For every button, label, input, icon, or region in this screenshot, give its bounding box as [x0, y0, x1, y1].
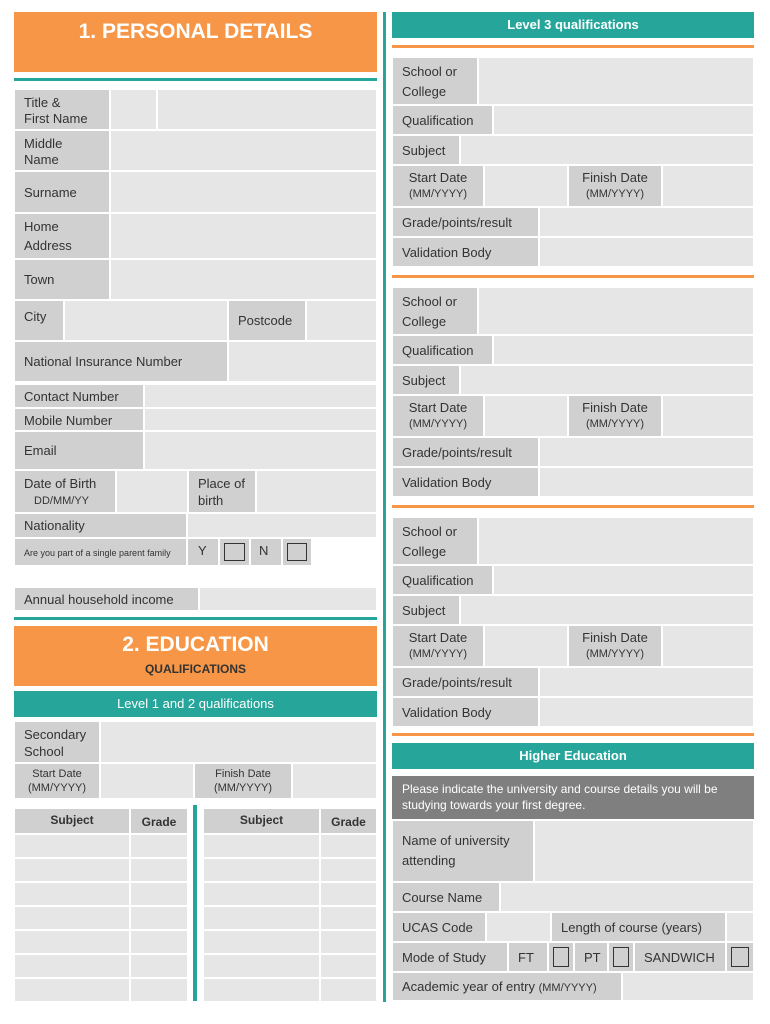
grade-cell[interactable] — [320, 930, 377, 954]
validation-body-label: Validation Body — [392, 697, 539, 727]
grade-cell[interactable] — [130, 954, 188, 978]
subject-field[interactable] — [460, 135, 754, 165]
grade-cell[interactable] — [130, 882, 188, 906]
subject-header-1: Subject — [14, 808, 130, 834]
grade-points-label: Grade/points/result — [392, 667, 539, 697]
education-title: 2. EDUCATION — [122, 633, 269, 656]
qualification-field[interactable] — [493, 105, 754, 135]
grade-cell[interactable] — [320, 882, 377, 906]
divider — [392, 45, 754, 48]
grade-cell[interactable] — [320, 978, 377, 1002]
grade-cell[interactable] — [320, 834, 377, 858]
school-college-field[interactable] — [478, 517, 754, 565]
place-of-birth-field[interactable] — [256, 470, 377, 513]
divider — [392, 733, 754, 736]
grade-points-label: Grade/points/result — [392, 207, 539, 237]
income-label: Annual household income — [14, 587, 199, 611]
education-header — [14, 626, 377, 686]
course-name-field[interactable] — [500, 882, 754, 912]
secondary-school-label: Secondary School — [14, 721, 100, 763]
contact-number-field[interactable] — [144, 384, 377, 408]
level3-header: Level 3 qualifications — [392, 12, 754, 38]
column-divider — [383, 12, 386, 1002]
ni-number-label: National Insurance Number — [14, 341, 228, 382]
subject-cell[interactable] — [14, 978, 130, 1002]
validation-body-field[interactable] — [539, 697, 754, 727]
qualification-field[interactable] — [493, 335, 754, 365]
course-length-label: Length of course (years) — [551, 912, 726, 942]
start-date-field[interactable] — [484, 395, 568, 437]
subject-cell[interactable] — [14, 954, 130, 978]
higher-education-header: Higher Education — [392, 743, 754, 769]
start-date-field[interactable] — [484, 625, 568, 667]
subject-field[interactable] — [460, 595, 754, 625]
finish-date-label: Finish Date (MM/YYYY) — [568, 165, 662, 207]
first-name-field[interactable] — [157, 89, 377, 130]
mode-of-study-label: Mode of Study — [392, 942, 508, 972]
postcode-label: Postcode — [228, 300, 306, 341]
ucas-code-field[interactable] — [486, 912, 551, 942]
university-field[interactable] — [534, 820, 754, 882]
single-parent-yes-checkbox[interactable] — [219, 538, 250, 566]
higher-education-note: Please indicate the university and course details you will be studying towards your first degree. — [392, 776, 754, 819]
ni-number-field[interactable] — [228, 341, 377, 382]
pt-label: PT — [574, 942, 608, 972]
course-length-field[interactable] — [726, 912, 754, 942]
validation-body-field[interactable] — [539, 237, 754, 267]
sandwich-checkbox[interactable] — [726, 942, 754, 972]
middle-name-field[interactable] — [110, 130, 377, 171]
subject-label: Subject — [392, 595, 460, 625]
school-college-field[interactable] — [478, 287, 754, 335]
middle-name-label: Middle Name — [14, 130, 110, 171]
contact-number-label: Contact Number — [14, 384, 144, 408]
subject-cell[interactable] — [203, 906, 320, 930]
divider — [14, 617, 377, 620]
pt-checkbox[interactable] — [608, 942, 634, 972]
year-of-entry-field[interactable] — [622, 972, 754, 1001]
finish-date-field[interactable] — [662, 625, 754, 667]
validation-body-field[interactable] — [539, 467, 754, 497]
divider — [14, 78, 377, 81]
finish-date-label: Finish Date (MM/YYYY) — [568, 395, 662, 437]
finish-date-label: Finish Date (MM/YYYY) — [568, 625, 662, 667]
title-first-name-label: Title & First Name — [14, 89, 110, 130]
l12-finish-date-field[interactable] — [292, 763, 377, 799]
school-college-label: School or College — [392, 517, 478, 565]
town-label: Town — [14, 259, 110, 300]
home-address-field[interactable] — [110, 213, 377, 259]
personal-details-title: 1. PERSONAL DETAILS — [78, 20, 313, 43]
subject-cell[interactable] — [14, 882, 130, 906]
subject-cell[interactable] — [203, 882, 320, 906]
qualification-label: Qualification — [392, 105, 493, 135]
grade-points-label: Grade/points/result — [392, 437, 539, 467]
qualifications-subtitle: QUALIFICATIONS — [144, 662, 247, 676]
grade-points-field[interactable] — [539, 207, 754, 237]
income-field[interactable] — [199, 587, 377, 611]
town-field[interactable] — [110, 259, 377, 300]
grade-header-1: Grade — [130, 808, 188, 834]
personal-details-header — [14, 12, 377, 72]
year-of-entry-label: Academic year of entry (MM/YYYY) — [392, 972, 622, 1001]
grade-cell[interactable] — [320, 858, 377, 882]
grade-points-field[interactable] — [539, 667, 754, 697]
single-parent-no-label: N — [250, 538, 282, 566]
surname-field[interactable] — [110, 171, 377, 213]
postcode-field[interactable] — [306, 300, 377, 341]
subject-label: Subject — [392, 365, 460, 395]
single-parent-label: Are you part of a single parent family — [14, 538, 187, 566]
single-parent-yes-label: Y — [187, 538, 219, 566]
title-field[interactable] — [110, 89, 157, 130]
subject-field[interactable] — [460, 365, 754, 395]
grade-cell[interactable] — [130, 858, 188, 882]
nationality-label: Nationality — [14, 513, 187, 538]
subject-cell[interactable] — [14, 834, 130, 858]
divider — [392, 275, 754, 278]
email-field[interactable] — [144, 431, 377, 470]
dob-field[interactable] — [116, 470, 188, 513]
start-date-field[interactable] — [484, 165, 568, 207]
start-date-label: Start Date (MM/YYYY) — [392, 625, 484, 667]
ft-label: FT — [508, 942, 548, 972]
nationality-field[interactable] — [187, 513, 377, 538]
subject-cell[interactable] — [14, 858, 130, 882]
l12-finish-date-label: Finish Date (MM/YYYY) — [194, 763, 292, 799]
subject-cell[interactable] — [203, 834, 320, 858]
secondary-school-field[interactable] — [100, 721, 377, 763]
qualification-label: Qualification — [392, 335, 493, 365]
validation-body-label: Validation Body — [392, 467, 539, 497]
grade-cell[interactable] — [130, 834, 188, 858]
subject-cell[interactable] — [14, 906, 130, 930]
table-divider — [193, 805, 197, 1001]
dob-label: Date of Birth DD/MM/YY — [14, 470, 116, 513]
school-college-field[interactable] — [478, 57, 754, 105]
subject-header-2: Subject — [203, 808, 320, 834]
university-label: Name of university attending — [392, 820, 534, 882]
school-college-label: School or College — [392, 287, 478, 335]
place-of-birth-label: Place of birth — [188, 470, 256, 513]
grade-header-2: Grade — [320, 808, 377, 834]
single-parent-no-checkbox[interactable] — [282, 538, 312, 566]
grade-cell[interactable] — [130, 978, 188, 1002]
grade-cell[interactable] — [320, 906, 377, 930]
start-date-label: Start Date (MM/YYYY) — [392, 395, 484, 437]
subject-cell[interactable] — [203, 858, 320, 882]
divider — [392, 505, 754, 508]
home-address-label: Home Address — [14, 213, 110, 259]
mobile-number-label: Mobile Number — [14, 408, 144, 431]
mobile-number-field[interactable] — [144, 408, 377, 431]
qualification-label: Qualification — [392, 565, 493, 595]
sandwich-label: SANDWICH — [634, 942, 726, 972]
subject-cell[interactable] — [203, 978, 320, 1002]
email-label: Email — [14, 431, 144, 470]
course-name-label: Course Name — [392, 882, 500, 912]
start-date-label: Start Date (MM/YYYY) — [392, 165, 484, 207]
l12-start-date-field[interactable] — [100, 763, 194, 799]
ucas-code-label: UCAS Code — [392, 912, 486, 942]
l12-start-date-label: Start Date (MM/YYYY) — [14, 763, 100, 799]
grade-cell[interactable] — [320, 954, 377, 978]
city-field[interactable] — [64, 300, 228, 341]
surname-label: Surname — [14, 171, 110, 213]
level12-header: Level 1 and 2 qualifications — [14, 691, 377, 717]
subject-cell[interactable] — [203, 930, 320, 954]
city-label: City — [14, 300, 64, 341]
validation-body-label: Validation Body — [392, 237, 539, 267]
finish-date-field[interactable] — [662, 165, 754, 207]
grade-cell[interactable] — [130, 906, 188, 930]
ft-checkbox[interactable] — [548, 942, 574, 972]
subject-label: Subject — [392, 135, 460, 165]
subject-cell[interactable] — [14, 930, 130, 954]
grade-cell[interactable] — [130, 930, 188, 954]
grade-points-field[interactable] — [539, 437, 754, 467]
finish-date-field[interactable] — [662, 395, 754, 437]
subject-cell[interactable] — [203, 954, 320, 978]
qualification-field[interactable] — [493, 565, 754, 595]
school-college-label: School or College — [392, 57, 478, 105]
